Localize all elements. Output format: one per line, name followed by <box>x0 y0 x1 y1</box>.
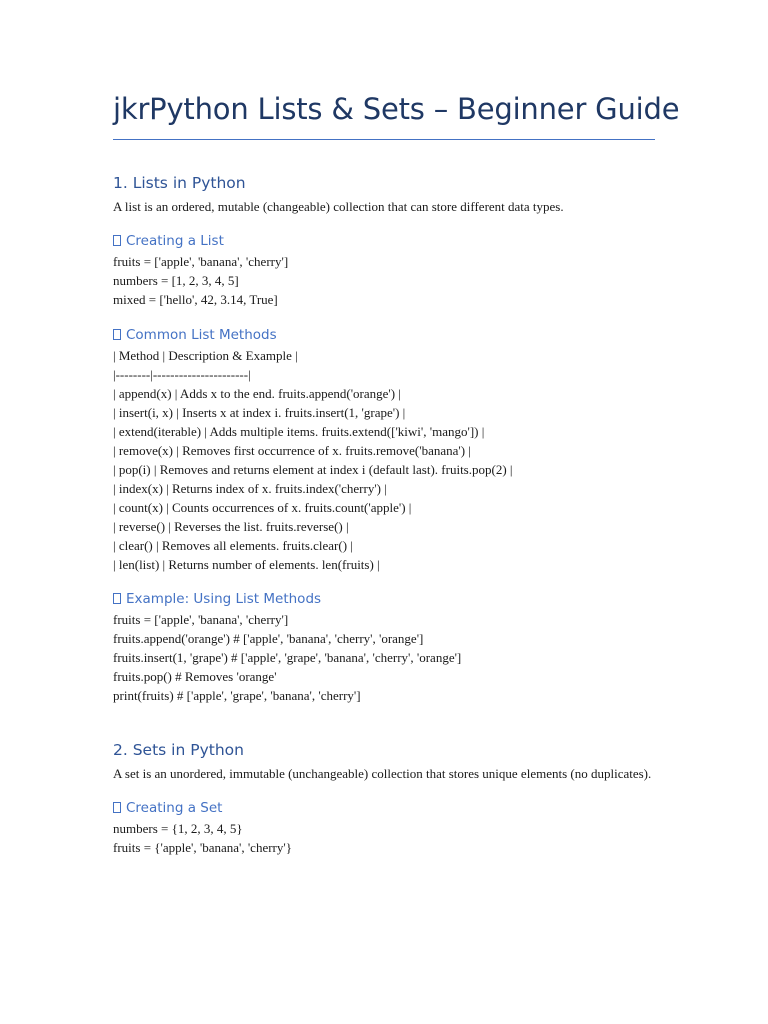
code-block <box>113 610 658 705</box>
document-body <box>113 171 658 857</box>
subheading-list-example <box>113 588 658 610</box>
code-line: mixed = ['hello', 42, 3.14, True] <box>113 292 278 307</box>
missing-glyph-icon <box>113 235 121 246</box>
subsection-list-methods <box>113 324 658 574</box>
subheading-creating-list <box>113 230 658 252</box>
section-sets <box>113 738 658 857</box>
table-line: | remove(x) | Removes first occurrence of x. fruits.remove('banana') | <box>113 443 471 458</box>
code-line: fruits.append('orange') # ['apple', 'banana', 'cherry', 'orange'] <box>113 631 424 646</box>
subsection-creating-set <box>113 797 658 857</box>
subheading-creating-list-text: Creating a List <box>126 233 224 249</box>
table-line: | pop(i) | Removes and returns element at index i (default last). fruits.pop(2) | <box>113 462 513 477</box>
code-line: fruits = ['apple', 'banana', 'cherry'] <box>113 612 289 627</box>
title-divider <box>113 139 655 140</box>
code-line: fruits = ['apple', 'banana', 'cherry'] <box>113 254 289 269</box>
missing-glyph-icon <box>113 593 121 604</box>
methods-table-text <box>113 346 658 574</box>
table-line: | reverse() | Reverses the list. fruits.reverse() | <box>113 519 349 534</box>
subheading-creating-set <box>113 797 658 819</box>
subsection-creating-list <box>113 230 658 309</box>
subheading-list-methods-text: Common List Methods <box>126 327 277 343</box>
subheading-creating-set-text: Creating a Set <box>126 800 223 816</box>
sets-intro-paragraph: A set is an unordered, immutable (unchangeable) collection that stores unique elements (no duplicates). <box>113 766 652 781</box>
table-line: | insert(i, x) | Inserts x at index i. fruits.insert(1, 'grape') | <box>113 405 406 420</box>
lists-intro-paragraph: A list is an ordered, mutable (changeable) collection that can store different data types. <box>113 199 564 214</box>
code-line: fruits = {'apple', 'banana', 'cherry'} <box>113 840 292 855</box>
document-title: jkrPython Lists & Sets – Beginner Guide <box>113 92 680 126</box>
code-block <box>113 819 658 857</box>
code-line: numbers = {1, 2, 3, 4, 5} <box>113 821 243 836</box>
missing-glyph-icon <box>113 802 121 813</box>
table-line: | Method | Description & Example | <box>113 348 298 363</box>
section-lists <box>113 171 658 705</box>
code-line: print(fruits) # ['apple', 'grape', 'banana', 'cherry'] <box>113 688 361 703</box>
missing-glyph-icon <box>113 329 121 340</box>
code-block <box>113 252 658 309</box>
table-line: | index(x) | Returns index of x. fruits.index('cherry') | <box>113 481 387 496</box>
table-line: |--------|----------------------| <box>113 367 251 382</box>
subheading-list-methods <box>113 324 658 346</box>
table-line: | clear() | Removes all elements. fruits.clear() | <box>113 538 353 553</box>
table-line: | append(x) | Adds x to the end. fruits.append('orange') | <box>113 386 401 401</box>
section-heading-lists: 1. Lists in Python <box>113 174 246 192</box>
table-line: | extend(iterable) | Adds multiple items. fruits.extend(['kiwi', 'mango']) | <box>113 424 485 439</box>
code-line: fruits.pop() # Removes 'orange' <box>113 669 277 684</box>
table-line: | len(list) | Returns number of elements. len(fruits) | <box>113 557 380 572</box>
table-line: | count(x) | Counts occurrences of x. fruits.count('apple') | <box>113 500 412 515</box>
code-line: numbers = [1, 2, 3, 4, 5] <box>113 273 239 288</box>
subsection-list-example <box>113 588 658 705</box>
code-line: fruits.insert(1, 'grape') # ['apple', 'grape', 'banana', 'cherry', 'orange'] <box>113 650 462 665</box>
section-heading-sets: 2. Sets in Python <box>113 741 244 759</box>
subheading-list-example-text: Example: Using List Methods <box>126 591 322 607</box>
